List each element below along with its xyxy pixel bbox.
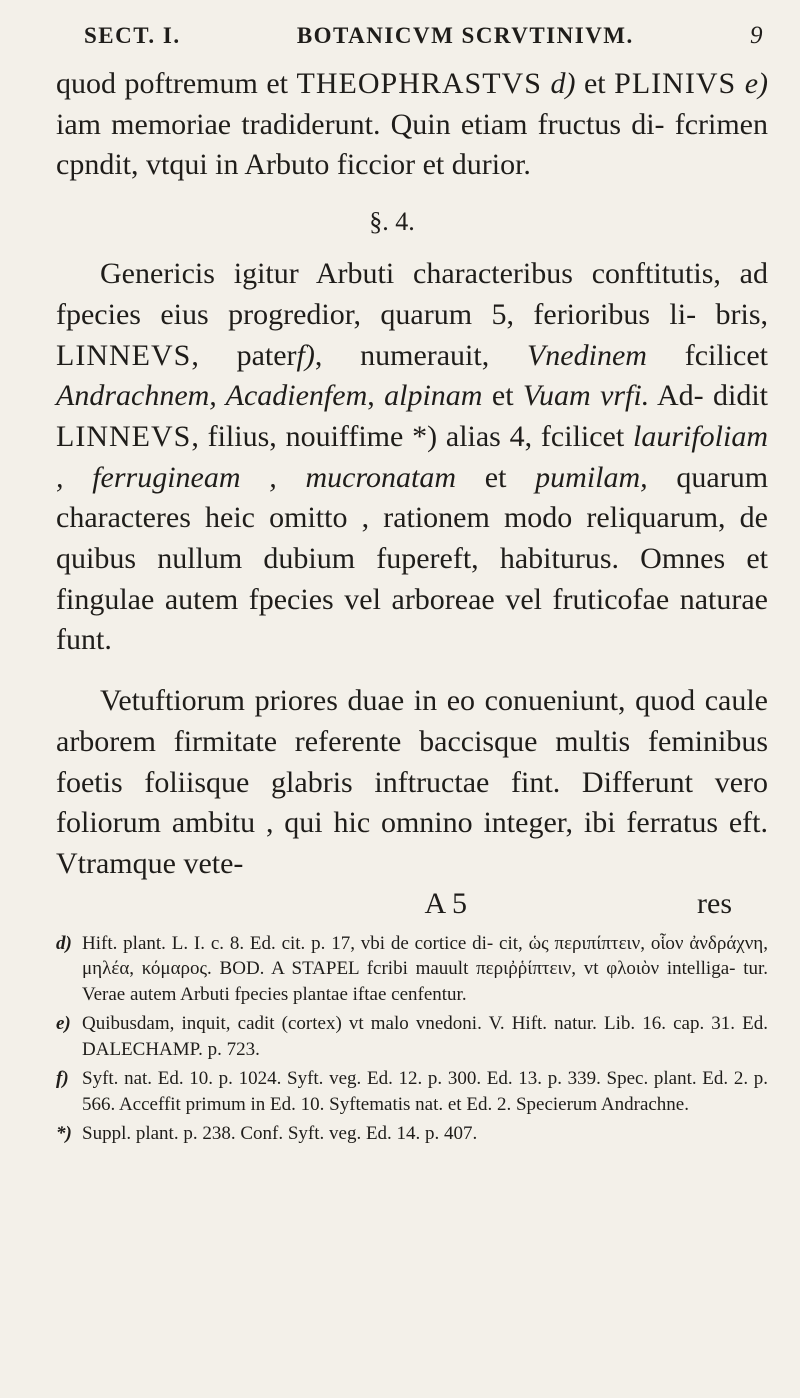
- species-name: Vnedinem: [526, 338, 647, 372]
- footnote: [56, 931, 768, 1008]
- author-name: THEOPHRASTVS: [296, 67, 542, 100]
- footnote-text: Suppl. plant. p. 238. Conf. Syft. veg. Ed. 14. p. 407.: [82, 1123, 478, 1145]
- text-run: fcilicet: [684, 338, 768, 372]
- author-name: LINNEVS: [56, 419, 192, 453]
- page: [56, 22, 768, 1151]
- text-run: , numerauit,: [314, 338, 490, 372]
- footnote-mark: *): [56, 1123, 72, 1145]
- species-name: Andrachnem, Acadienfem: [56, 379, 368, 413]
- text-run: , pater: [191, 338, 297, 372]
- signature-line: [56, 885, 768, 923]
- paragraph-vetustiorum: Vetuftiorum priores duae in eo conueniunt, quod caule arborem firmitate referente baccisque multis feminibus foetis foliisque glabris inftructae fint. Differunt vero foliorum ambitu , qui hic omnino integer, ibi ferratus eft. Vtramque vete-: [56, 684, 768, 880]
- header-title: BOTANICVM SCRVTINIVM.: [296, 23, 634, 48]
- section-heading: §. 4.: [369, 207, 415, 237]
- text-run: Genericis igitur Arbuti characteribus conftitutis, ad fpecies eius progredior, quarum 5, ferioribus li- bris,: [56, 257, 768, 331]
- footnote-text: Quibusdam, inquit, cadit (cortex) vt malo vnedoni. V. Hift. natur. Lib. 16. cap. 31. Ed. DALECHAMP. p. 723.: [82, 1013, 768, 1060]
- paragraph-intro: [56, 64, 768, 186]
- footnote-text: Syft. nat. Ed. 10. p. 1024. Syft. veg. Ed. 12. p. 300. Ed. 13. p. 339. Spec. plant. Ed. 2. p. 566. Acceffit primum in Ed. 10. Syftematis nat. et Ed. 2. Specierum Andrachne.: [82, 1068, 768, 1115]
- main-text: [56, 64, 768, 923]
- footnote: [56, 1066, 768, 1117]
- footnote-mark: f): [56, 1068, 69, 1090]
- footnote-text: Hift. plant. L. I. c. 8. Ed. cit. p. 17, vbi de cortice di- cit, ὡς περιπίπτειν, οἷον ἀνδράχνη, μηλέα, κόμαρος. BOD. A STAPEL fcribi mauult περιῤῥίπτειν, vt φλοιὸν intelliga- tur. Verae autem Arbuti fpecies plantae iftae cenfentur.: [82, 932, 768, 1005]
- running-header: [84, 22, 768, 50]
- paragraph-genera: [56, 254, 768, 661]
- species-name: laurifoliam , ferrugineam , mucronatam: [56, 419, 769, 494]
- footnote-mark: d): [56, 932, 72, 954]
- signature-mark: A 5: [424, 886, 468, 920]
- footnote: [56, 1121, 768, 1147]
- catchword: res: [697, 886, 732, 920]
- species-name: alpinam: [384, 379, 483, 413]
- footnotes: [56, 931, 768, 1147]
- text-run: iam memoriae tradiderunt. Quin etiam fructus di- fcrimen cpndit, vtqui in Arbuto ficcior et durior.: [56, 107, 768, 182]
- text-run: quod poftremum et: [56, 67, 289, 100]
- text-run: , filius, nouiffime *) alias 4, fcilicet: [191, 419, 625, 453]
- footnote-ref: e): [744, 67, 769, 100]
- text-run: et: [491, 379, 514, 413]
- footnote-ref: d): [550, 67, 576, 100]
- page-number: 9: [750, 22, 764, 49]
- text-run: quarum characteres heic omitto , rationem modo reliquarum, de quibus nullum dubium fupereft, habiturus. Omnes et fingulae autem fpecies vel arboreae vel fruticofae naturae funt.: [56, 460, 769, 657]
- species-name: pumilam,: [535, 460, 648, 494]
- text-run: et: [484, 460, 507, 494]
- footnote-mark: e): [56, 1013, 71, 1035]
- species-name: Vuam vrfi.: [522, 379, 650, 413]
- author-name: PLINIVS: [614, 67, 737, 100]
- text-run: ,: [367, 379, 375, 413]
- author-name: LINNEVS: [56, 338, 192, 372]
- text-run: et: [583, 67, 606, 100]
- footnote: [56, 1011, 768, 1062]
- text-run: Ad- didit: [656, 379, 769, 413]
- footnote-ref: f): [296, 338, 315, 372]
- header-section: SECT. I.: [84, 23, 181, 48]
